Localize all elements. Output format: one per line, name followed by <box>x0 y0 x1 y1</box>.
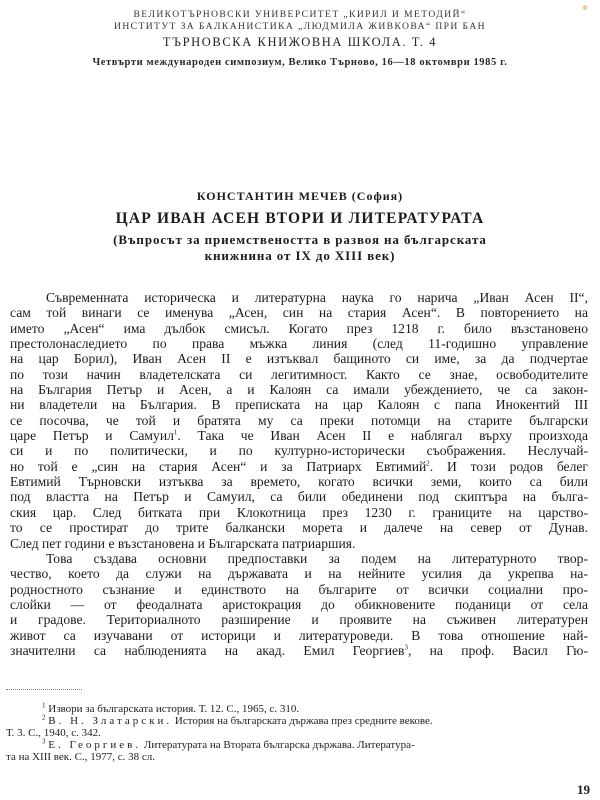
article-subtitle-1: (Въпросът за приемствеността в развоя на българската <box>113 232 487 247</box>
footnote-continuation: Т. 3. С., 1940, с. 342. <box>6 727 101 739</box>
institution-line-1: ВЕЛИКОТЪРНОВСКИ УНИВЕРСИТЕТ „КИРИЛ И МЕТОДИЙ“ <box>133 9 467 20</box>
footnote-mark: 2 <box>42 713 46 722</box>
footnote-author: В. Н. Златарски. <box>48 715 173 727</box>
article-author: КОНСТАНТИН МЕЧЕВ (София) <box>196 189 404 203</box>
article-subtitle-2: книжнина от IX до XIII век) <box>204 248 396 263</box>
footnote-text: История на българската държава през средните векове. <box>174 715 433 727</box>
paragraph-2 <box>10 551 588 658</box>
body-text: , на проф. Васил Гю- <box>407 642 588 658</box>
body-line <box>10 459 588 474</box>
body-line: под властта на Петър и Самуил, са били обединени под скиптъра на бълга- <box>10 489 588 505</box>
footnote-divider <box>6 689 82 690</box>
symposium-line: Четвърти международен симпозиум, Велико Търново, 16—18 октомври 1985 г. <box>92 57 508 68</box>
body-line: сам той винаги се именува „Асен, син на стария Асен“. В повторението на <box>10 305 588 321</box>
body-text: но той е „син на стария Асен“ и за Патриарх Евтимий <box>10 458 427 474</box>
body-text: . И този родов белег <box>429 458 588 474</box>
body-text: . Така че Иван Асен II е наблягал върху произхода <box>177 428 588 444</box>
body-line: слойки — от феодалната аристокрация до обикновените поданици от села <box>10 596 588 612</box>
series-title: ТЪРНОВСКА КНИЖОВНА ШКОЛА. Т. 4 <box>162 35 438 49</box>
body-line: на България Петър и Асен, а и Калоян са имали убеждението, че са закон- <box>10 382 588 398</box>
body-line <box>10 643 588 658</box>
body-line: След пет години е възстановена и Българската патриаршия. <box>10 535 356 551</box>
footnote-mark: 1 <box>42 701 46 710</box>
page-number: 19 <box>577 782 590 797</box>
body-text: значителни са наблюденията на акад. Емил Георгиев <box>10 642 405 658</box>
body-line: чество, което да служи на държавата и на нейните усилия да укрепва на- <box>10 566 588 582</box>
footnote-3 <box>6 739 588 763</box>
body-line: се посочва, че той и братята му са преки потомци на старите български <box>10 412 588 428</box>
body-line: по този начин владетелската си легитимност. Както се знае, освободителите <box>10 366 588 382</box>
footnote-author: Е. Георгиев. <box>48 739 142 751</box>
body-line: на цар Борил), Иван Асен II е изтъквал бащиното си име, за да подчертае <box>10 351 588 367</box>
footnote-text: Литературата на Втората българска държава. Литература- <box>143 739 415 751</box>
body-line <box>10 428 588 443</box>
body-line: родностното съзнание и единството на българите от всички социални про- <box>10 581 588 597</box>
footnote-text: Извори за българската история. Т. 12. С., 1965, с. 310. <box>48 703 300 715</box>
body-line: името „Асен“ има дълбок смисъл. Когато през 1218 г. било възстановено <box>10 320 588 336</box>
footnote-ref-3[interactable]: 3 <box>404 643 408 652</box>
article-title: ЦАР ИВАН АСЕН ВТОРИ И ЛИТЕРАТУРАТА <box>115 210 485 227</box>
body-line: си и по политически, и по културно-исторически съображения. Неслучай- <box>10 443 588 459</box>
body-line: престолонаследието по права мъжка линия (след 11-годишно управление <box>10 336 588 352</box>
article-body <box>10 290 588 658</box>
body-line: живот са изучавани от историци и литературоведи. В това отношение най- <box>10 627 588 643</box>
footnote-1 <box>6 703 588 715</box>
body-line: то се простират до трите балкански морета и далече на север от Дунав. <box>10 520 588 536</box>
body-line: ни владетели на България. В преписката на цар Калоян с папа Инокентий III <box>10 397 588 413</box>
body-line: Евтимий Търновски изтъква за времето, когато всички земи, които са били <box>10 474 588 490</box>
body-text: царе Петър и Самуил <box>10 428 174 444</box>
body-line: Съвременната историческа и литературна наука го нарича „Иван Асен II“, <box>46 290 588 305</box>
institution-line-2: ИНСТИТУТ ЗА БАЛКАНИСТИКА „ЛЮДМИЛА ЖИВКОВА“ ПРИ БАН <box>114 21 486 32</box>
footnote-continuation: та на XIII век. С., 1977, с. 38 сл. <box>6 751 155 763</box>
body-line: Това създава основни предпоставки за подем на литературното твор- <box>46 550 588 566</box>
footnote-ref-1[interactable]: 1 <box>173 428 178 437</box>
body-line: и градове. Териториалното разширение и проявите на съживен литературен <box>10 612 588 628</box>
body-line: ския цар. След битката при Клокотница през 1230 г. границите на царство- <box>10 504 588 520</box>
paragraph-1 <box>10 290 588 551</box>
footnote-mark: 3 <box>42 737 46 746</box>
footnote-2 <box>6 715 588 739</box>
footnote-ref-2[interactable]: 2 <box>426 459 430 468</box>
